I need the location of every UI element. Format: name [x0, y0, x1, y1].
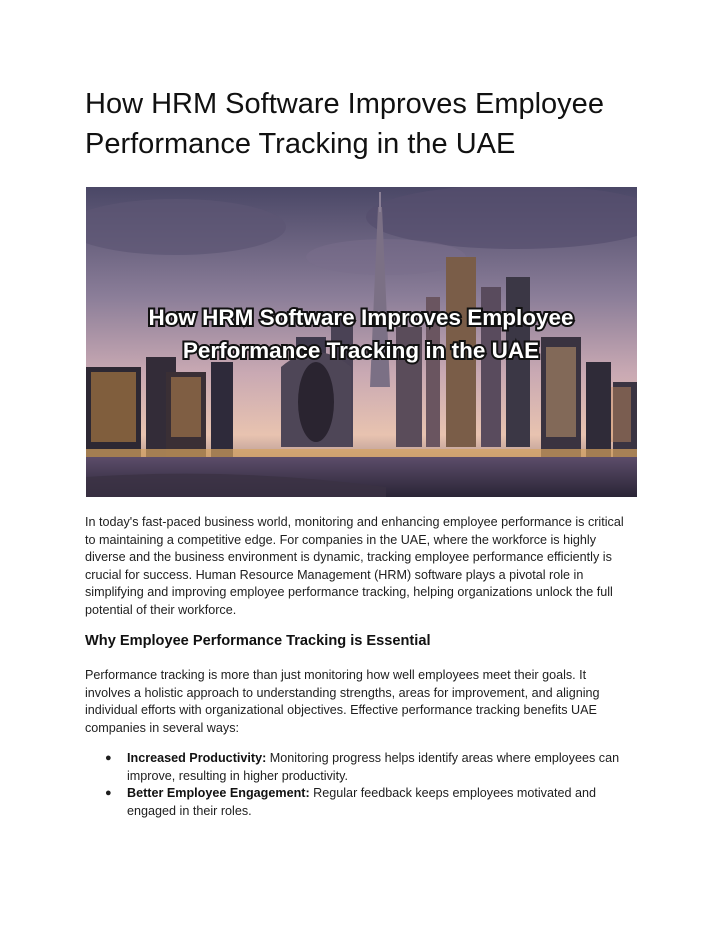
hero-overlay-line-1: How HRM Software Improves Employee	[148, 305, 574, 330]
benefits-list	[85, 750, 635, 820]
bullet-icon: ●	[105, 752, 112, 764]
bullet-icon: ●	[105, 787, 112, 800]
hero-image	[86, 187, 637, 497]
hero-overlay-line-2: Performance Tracking in the UAE	[182, 338, 540, 363]
list-item-label: Increased Productivity:	[127, 751, 267, 765]
list-item	[85, 785, 635, 820]
list-item	[85, 750, 635, 785]
intro-paragraph: In today's fast-paced business world, monitoring and enhancing employee performance is critical to maintaining a competitive edge. For companies in the UAE, where the workforce is highly diverse and the business environment is dynamic, tracking employee performance efficiently is crucial for success. Human Resource Management (HRM) software plays a pivotal role in simplifying and improving employee performance tracking, helping organizations unlock the full potential of their workforce.	[85, 515, 624, 617]
list-item-label: Better Employee Engagement:	[127, 786, 310, 801]
section-paragraph: Performance tracking is more than just monitoring how well employees meet their goals. It involves a holistic approach to understanding strengths, areas for improvement, and aligning individual efforts with organizational objectives. Effective performance tracking benefits UAE companies in several ways:	[85, 668, 600, 735]
list-item-text: Regular feedback keeps employees motivated and engaged in their roles.	[127, 786, 596, 818]
section-heading: Why Employee Performance Tracking is Essential	[85, 633, 431, 649]
dubai-skyline-illustration	[86, 187, 637, 497]
page-title: How HRM Software Improves Employee Performance Tracking in the UAE	[85, 88, 604, 160]
list-item-text: Monitoring progress helps identify areas where employees can improve, resulting in higher productivity.	[127, 751, 620, 783]
